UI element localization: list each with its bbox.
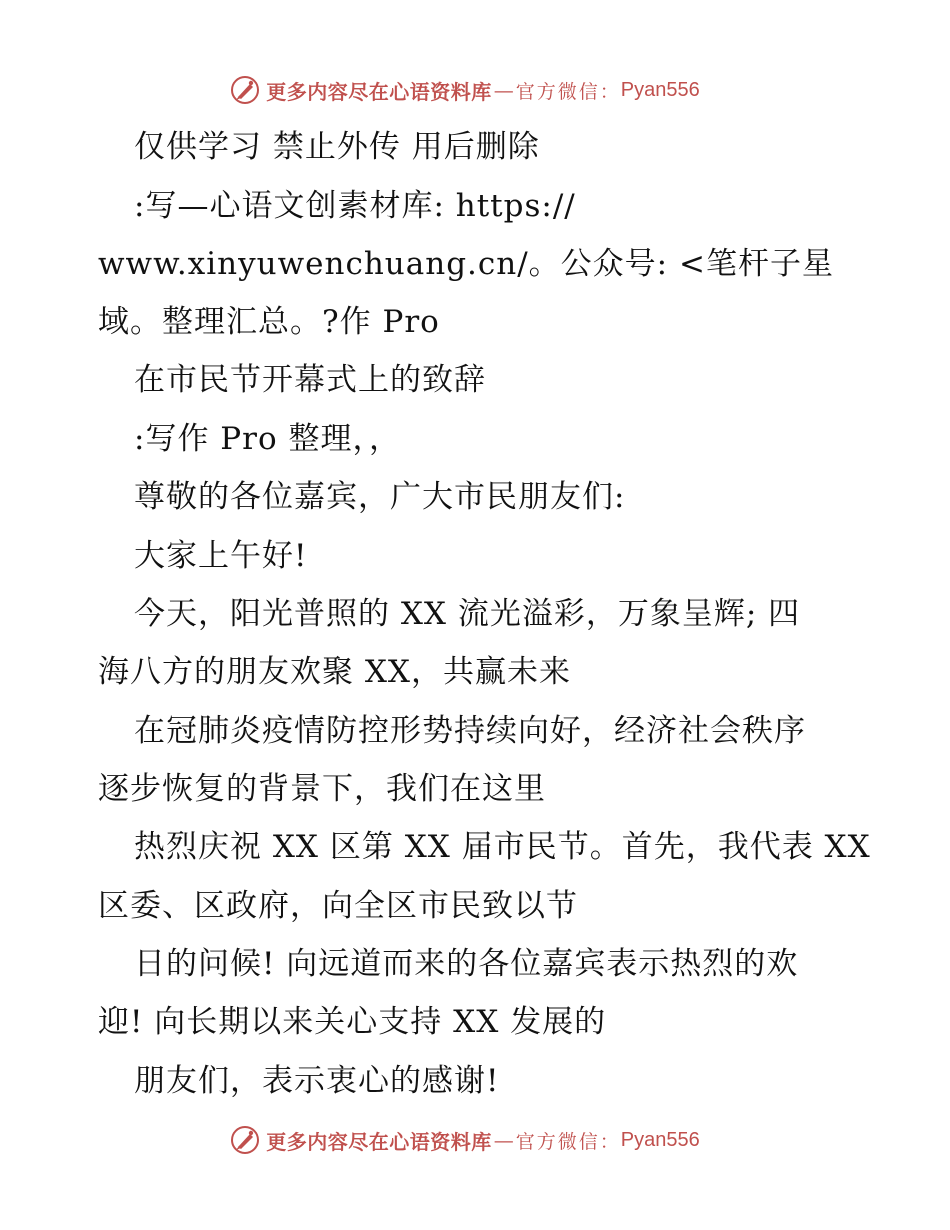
banner-dash: —	[493, 78, 514, 102]
pen-circle-logo-icon	[230, 75, 260, 105]
banner-dash: —	[493, 1128, 514, 1152]
text-line: 日的问候! 向远道而来的各位嘉宾表示热烈的欢	[134, 946, 799, 982]
brand-text: 更多内容尽在心语资料库	[266, 79, 492, 104]
footer-watermark-banner	[0, 1120, 950, 1160]
wechat-id: Pyan556	[620, 78, 700, 101]
wechat-id: Pyan556	[620, 1128, 700, 1151]
text-line: 区委、区政府，向全区市民致以节	[98, 888, 578, 924]
header-watermark-banner	[0, 70, 950, 110]
official-wechat-label: 官方微信：	[515, 1130, 621, 1153]
official-wechat-label: 官方微信：	[515, 80, 621, 103]
text-line: 迎! 向长期以来关心支持 XX 发展的	[98, 1004, 607, 1040]
text-line: 尊敬的各位嘉宾，广大市民朋友们:	[134, 479, 626, 515]
text-line: 域。整理汇总。?作 Pro	[98, 304, 440, 340]
text-line: www.xinyuwenchuang.cn/。公众号: <笔杆子星	[98, 246, 834, 282]
text-line: :写作 Pro 整理，，	[134, 421, 401, 457]
text-line: 在市民节开幕式上的致辞	[134, 362, 486, 398]
text-line: 海八方的朋友欢聚 XX，共赢未来	[98, 654, 571, 690]
text-line: 逐步恢复的背景下，我们在这里	[98, 771, 546, 807]
text-line: 大家上午好!	[134, 538, 308, 574]
text-line: :写—心语文创素材库: https://	[134, 188, 576, 224]
brand-text: 更多内容尽在心语资料库	[266, 1129, 492, 1154]
text-line: 仅供学习 禁止外传 用后删除	[134, 129, 540, 165]
text-line: 今天，阳光普照的 XX 流光溢彩，万象呈辉; 四	[134, 596, 801, 632]
text-line: 朋友们，表示衷心的感谢!	[134, 1063, 500, 1099]
text-line: 热烈庆祝 XX 区第 XX 届市民节。首先，我代表 XX	[134, 829, 871, 865]
text-line: 在冠肺炎疫情防控形势持续向好，经济社会秩序	[134, 713, 806, 749]
pen-circle-logo-icon	[230, 1125, 260, 1155]
